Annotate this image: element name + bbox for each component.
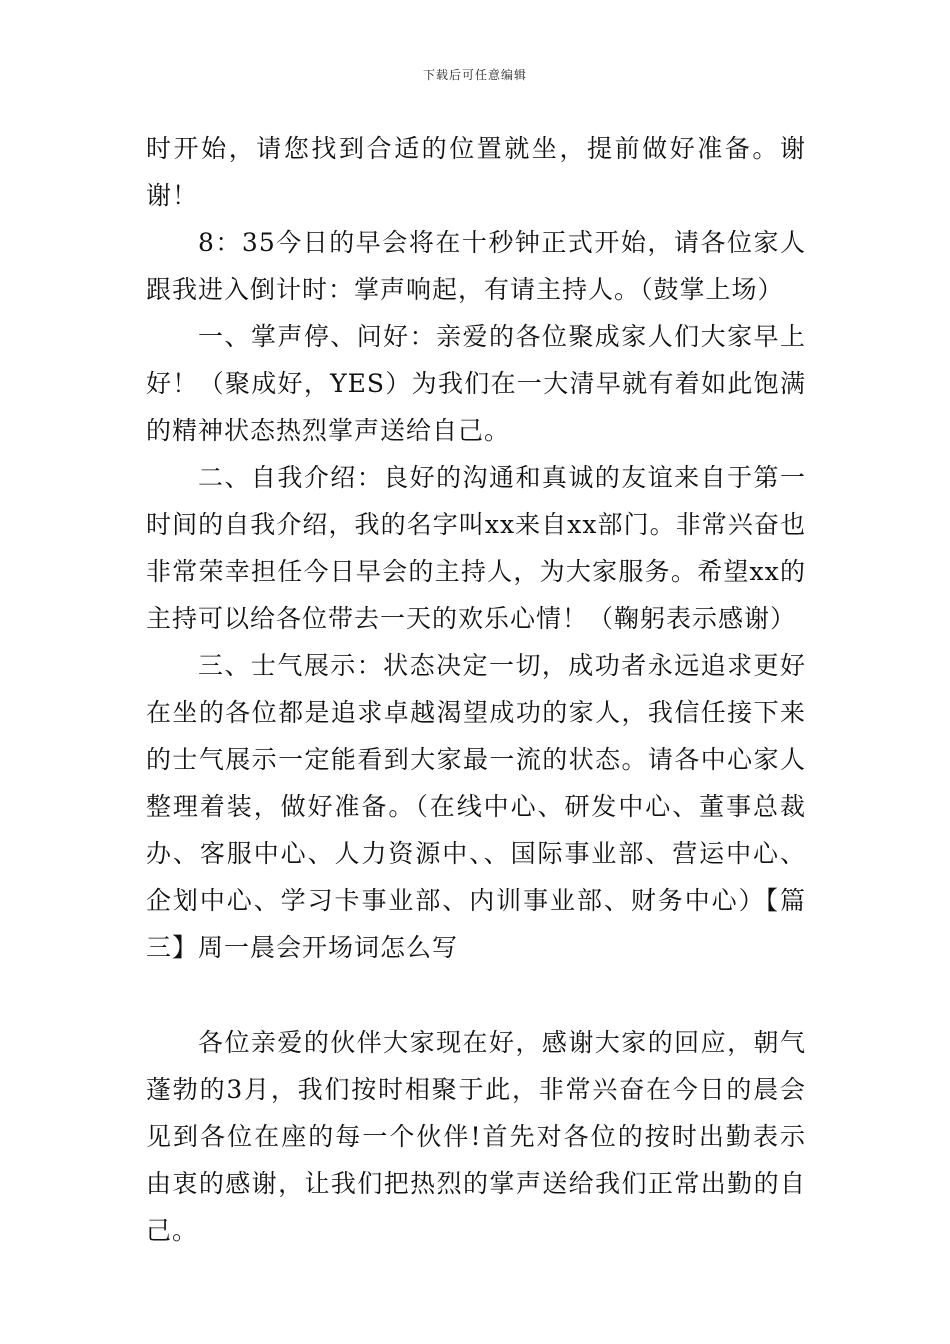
paragraph-greeting: 一、掌声停、问好：亲爱的各位聚成家人们大家早上好！（聚成好，YES）为我们在一大清早就有着如此饱满的精神状态热烈掌声送给自己。: [146, 322, 806, 445]
document-body: [146, 125, 806, 1254]
paragraph-countdown: 8：35今日的早会将在十秒钟正式开始，请各位家人跟我进入倒计时：掌声响起，有请主持人。（鼓掌上场）: [146, 228, 806, 304]
paragraph-continuation: 时开始，请您找到合适的位置就坐，提前做好准备。谢谢！: [146, 134, 806, 210]
section-spacer: [146, 971, 806, 1019]
paragraph-self-introduction: 二、自我介绍：良好的沟通和真诚的友谊来自于第一时间的自我介绍，我的名字叫xx来自xx部门。非常兴奋也非常荣幸担任今日早会的主持人，为大家服务。希望xx的主持可以给各位带去一天的欢乐心情！（鞠躬表示感谢）: [146, 463, 806, 633]
paragraph-opening-remarks: 各位亲爱的伙伴大家现在好，感谢大家的回应，朝气蓬勃的3月，我们按时相聚于此，非常兴奋在今日的晨会见到各位在座的每一个伙伴!首先对各位的按时出勤表示由衷的感谢，让我们把热烈的掌声送给我们正常出勤的自己。: [146, 1028, 806, 1245]
page-header-note: 下载后可任意编辑: [422, 68, 527, 82]
paragraph-morale-display: 三、士气展示：状态决定一切，成功者永远追求更好在坐的各位都是追求卓越渴望成功的家人，我信任接下来的士气展示一定能看到大家最一流的状态。请各中心家人整理着装，做好准备。（在线中心、研发中心、董事总裁办、客服中心、人力资源中、、国际事业部、营运中心、企划中心、学习卡事业部、内训事业部、财务中心）【篇三】周一晨会开场词怎么写: [146, 651, 806, 962]
